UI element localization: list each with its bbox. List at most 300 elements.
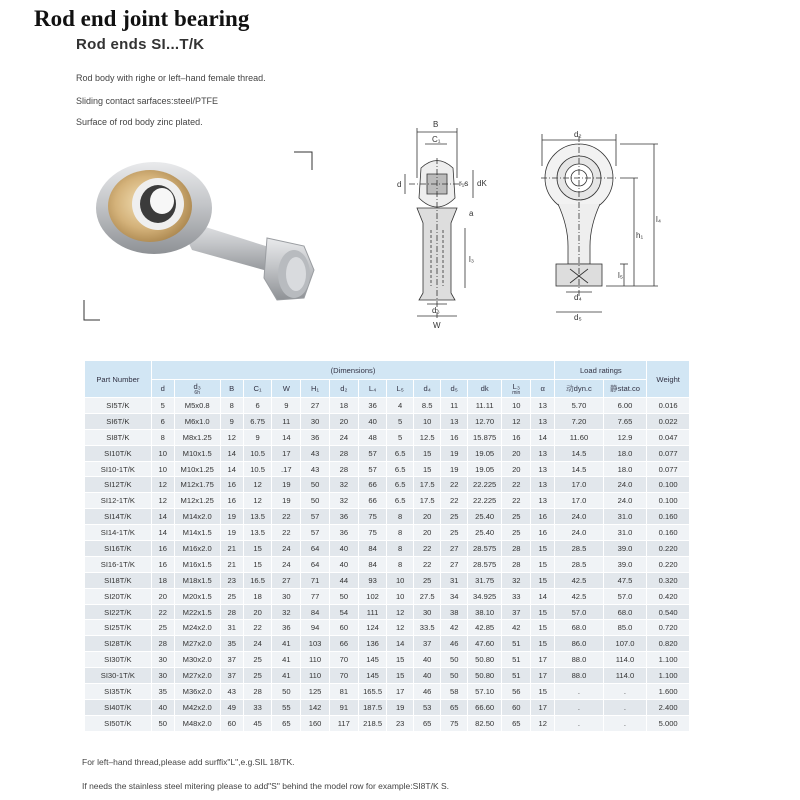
header-l3 [502, 380, 531, 398]
table-cell: 57.10 [467, 684, 502, 700]
table-cell: 66 [358, 493, 387, 509]
table-cell: 17 [272, 445, 301, 461]
table-cell: 25.40 [467, 509, 502, 525]
part-number-cell: SI28T/K [85, 636, 152, 652]
table-cell: 8 [387, 556, 413, 572]
table-cell: M36x2.0 [174, 684, 220, 700]
table-cell: 18.0 [603, 461, 647, 477]
front-view-diagram [536, 126, 666, 321]
table-cell: 75 [358, 509, 387, 525]
table-row [85, 413, 690, 429]
header-part-number: Part Number [85, 361, 152, 398]
table-cell: 31 [441, 572, 467, 588]
table-cell: 15 [531, 620, 555, 636]
header-alpha: α [531, 380, 555, 398]
table-cell: 107.0 [603, 636, 647, 652]
table-cell: M22x1.5 [174, 604, 220, 620]
table-cell: 8 [387, 509, 413, 525]
table-cell: 50.80 [467, 652, 502, 668]
table-cell: 15 [531, 541, 555, 557]
diagram-label-d5: d₅ [574, 313, 582, 321]
table-cell: 19 [220, 525, 243, 541]
table-cell: 11.11 [467, 398, 502, 414]
table-cell: 5 [387, 429, 413, 445]
table-row [85, 699, 690, 715]
table-cell: 50 [272, 684, 301, 700]
table-cell: 19 [441, 461, 467, 477]
table-cell: 39.0 [603, 541, 647, 557]
table-cell: 37 [220, 652, 243, 668]
table-cell: 110 [301, 668, 330, 684]
table-row [85, 445, 690, 461]
table-cell: 10.5 [243, 461, 272, 477]
table-cell: 84 [301, 604, 330, 620]
table-cell: 28 [329, 461, 358, 477]
table-cell: 22 [243, 620, 272, 636]
table-cell: 117 [329, 715, 358, 731]
table-cell: 12 [220, 429, 243, 445]
table-cell: 20 [413, 509, 441, 525]
table-cell: 12.70 [467, 413, 502, 429]
table-cell: 57 [358, 445, 387, 461]
table-cell: 15 [531, 604, 555, 620]
table-cell: 25 [243, 652, 272, 668]
table-cell: 10 [502, 398, 531, 414]
header-d2: d₂ [329, 380, 358, 398]
table-row [85, 429, 690, 445]
table-cell: 14 [387, 636, 413, 652]
table-cell: 0.220 [647, 541, 690, 557]
table-cell: 12 [531, 715, 555, 731]
table-cell: 30 [272, 588, 301, 604]
table-cell: 75 [441, 715, 467, 731]
table-cell: 20 [151, 588, 174, 604]
table-cell: 0.420 [647, 588, 690, 604]
table-cell: 50 [301, 493, 330, 509]
table-cell: 9 [220, 413, 243, 429]
table-cell: . [555, 699, 603, 715]
table-cell: 14 [272, 429, 301, 445]
table-cell: 0.077 [647, 445, 690, 461]
table-cell: 19 [387, 699, 413, 715]
table-cell: 142 [301, 699, 330, 715]
table-cell: 42.5 [555, 588, 603, 604]
table-cell: 14 [531, 588, 555, 604]
header-dimensions: (Dimensions) [151, 361, 555, 380]
description-line: Rod body with righe or left–hand female thread. [76, 73, 266, 83]
table-cell: 22 [502, 493, 531, 509]
table-cell: 13 [531, 493, 555, 509]
table-cell: 145 [358, 652, 387, 668]
table-cell: 5.70 [555, 398, 603, 414]
header-d3-tolerance: 6h [194, 389, 200, 396]
table-cell: 28 [151, 636, 174, 652]
part-number-cell: SI22T/K [85, 604, 152, 620]
table-cell: 43 [301, 461, 330, 477]
table-row [85, 556, 690, 572]
table-cell: 21 [220, 556, 243, 572]
table-cell: M5x0.8 [174, 398, 220, 414]
table-cell: 48 [358, 429, 387, 445]
table-cell: 32 [272, 604, 301, 620]
part-number-cell: SI10-1T/K [85, 461, 152, 477]
table-cell: 28.575 [467, 541, 502, 557]
table-row [85, 525, 690, 541]
table-cell: 22.225 [467, 493, 502, 509]
table-cell: 88.0 [555, 668, 603, 684]
table-cell: 41 [272, 652, 301, 668]
table-row [85, 509, 690, 525]
table-row [85, 715, 690, 731]
part-number-cell: SI14-1T/K [85, 525, 152, 541]
table-cell: 32 [502, 572, 531, 588]
table-cell: 46 [441, 636, 467, 652]
table-cell: 38 [441, 604, 467, 620]
table-cell: 24 [243, 636, 272, 652]
table-cell: 60 [220, 715, 243, 731]
header-d3-label: d₃ [193, 381, 201, 391]
table-cell: 15 [531, 684, 555, 700]
table-cell: 10 [151, 445, 174, 461]
part-number-cell: SI16T/K [85, 541, 152, 557]
table-cell: 165.5 [358, 684, 387, 700]
table-cell: 25 [441, 525, 467, 541]
table-cell: 71 [301, 572, 330, 588]
table-cell: 55 [272, 699, 301, 715]
table-cell: 6.75 [243, 413, 272, 429]
table-cell: 20 [502, 445, 531, 461]
table-cell: . [555, 715, 603, 731]
table-cell: M24x2.0 [174, 620, 220, 636]
header-d3 [174, 380, 220, 398]
table-cell: 32 [329, 477, 358, 493]
table-cell: 7.65 [603, 413, 647, 429]
table-cell: 19 [272, 477, 301, 493]
table-cell: 64 [301, 541, 330, 557]
table-cell: 6.00 [603, 398, 647, 414]
table-cell: 10.5 [243, 445, 272, 461]
table-cell: 28 [329, 445, 358, 461]
table-cell: 45 [243, 715, 272, 731]
table-cell: 12 [151, 493, 174, 509]
table-cell: 81 [329, 684, 358, 700]
table-cell: 51 [502, 668, 531, 684]
table-cell: 103 [301, 636, 330, 652]
table-cell: M30x2.0 [174, 652, 220, 668]
table-row [85, 398, 690, 414]
table-cell: 114.0 [603, 652, 647, 668]
table-cell: 23 [220, 572, 243, 588]
table-cell: 66.60 [467, 699, 502, 715]
table-cell: 22 [441, 493, 467, 509]
header-l5: L₅ [387, 380, 413, 398]
table-cell: 84 [358, 541, 387, 557]
table-cell: 12.9 [603, 429, 647, 445]
table-cell: 17.0 [555, 493, 603, 509]
table-cell: 28.5 [555, 541, 603, 557]
table-cell: 23 [387, 715, 413, 731]
table-cell: 70 [329, 668, 358, 684]
table-cell: 136 [358, 636, 387, 652]
table-cell: 15 [387, 668, 413, 684]
table-cell: 1.100 [647, 652, 690, 668]
table-cell: 110 [301, 652, 330, 668]
table-cell: 68.0 [603, 604, 647, 620]
table-cell: 28 [243, 684, 272, 700]
table-cell: 25.40 [467, 525, 502, 541]
table-cell: 0.022 [647, 413, 690, 429]
part-number-cell: SI12T/K [85, 477, 152, 493]
table-cell: 34 [441, 588, 467, 604]
table-cell: 15 [413, 445, 441, 461]
diagram-label-dk: dK [477, 179, 487, 188]
table-cell: M14x2.0 [174, 509, 220, 525]
table-cell: 0.220 [647, 556, 690, 572]
table-cell: 124 [358, 620, 387, 636]
table-cell: 12 [387, 620, 413, 636]
table-cell: 33 [502, 588, 531, 604]
part-number-cell: SI6T/K [85, 413, 152, 429]
table-cell: 0.320 [647, 572, 690, 588]
table-cell: 36 [272, 620, 301, 636]
table-cell: . [555, 684, 603, 700]
table-cell: 14.5 [555, 445, 603, 461]
diagram-label-l4: l₄ [656, 215, 662, 224]
table-cell: 24.0 [555, 509, 603, 525]
table-cell: 32 [329, 493, 358, 509]
table-cell: 14 [220, 445, 243, 461]
table-cell: 16.5 [243, 572, 272, 588]
table-cell: 7.20 [555, 413, 603, 429]
table-cell: 57 [301, 525, 330, 541]
table-cell: 58 [441, 684, 467, 700]
table-cell: 14 [220, 461, 243, 477]
table-cell: 85.0 [603, 620, 647, 636]
table-cell: 22 [441, 477, 467, 493]
table-cell: 0.820 [647, 636, 690, 652]
table-cell: 70 [329, 652, 358, 668]
footnote: For left–hand thread,please add surffix"L",e.g.SIL 18/TK. [82, 757, 295, 767]
table-cell: 35 [220, 636, 243, 652]
table-cell: 28 [502, 556, 531, 572]
part-number-cell: SI18T/K [85, 572, 152, 588]
table-row [85, 461, 690, 477]
table-cell: 10 [387, 588, 413, 604]
table-cell: 46 [413, 684, 441, 700]
part-number-cell: SI5T/K [85, 398, 152, 414]
table-cell: 0.047 [647, 429, 690, 445]
table-cell: 218.5 [358, 715, 387, 731]
table-cell: 51 [502, 652, 531, 668]
table-cell: 187.5 [358, 699, 387, 715]
table-cell: 0.540 [647, 604, 690, 620]
header-l3-min: min [512, 389, 521, 396]
table-cell: 145 [358, 668, 387, 684]
table-cell: M42x2.0 [174, 699, 220, 715]
table-cell: 25 [441, 509, 467, 525]
table-cell: 38.10 [467, 604, 502, 620]
header-l3-label: L₃ [512, 381, 520, 391]
diagram-label-d2: d₂ [574, 130, 582, 139]
table-cell: 25 [502, 525, 531, 541]
table-cell: 18.0 [603, 445, 647, 461]
table-cell: 51 [502, 636, 531, 652]
table-row [85, 572, 690, 588]
table-cell: 57 [358, 461, 387, 477]
table-cell: 15 [243, 556, 272, 572]
table-cell: M20x1.5 [174, 588, 220, 604]
table-cell: 65 [272, 715, 301, 731]
header-stat: 静stat.co [603, 380, 647, 398]
table-cell: 2.400 [647, 699, 690, 715]
diagram-label-d3: d₃ [432, 306, 440, 315]
table-cell: 30 [151, 652, 174, 668]
table-cell: 54 [329, 604, 358, 620]
table-cell: M16x2.0 [174, 541, 220, 557]
table-cell: 13 [531, 461, 555, 477]
table-cell: 27 [441, 541, 467, 557]
table-cell: 5 [151, 398, 174, 414]
diagram-label-l5: l₅ [618, 271, 623, 280]
table-cell: 21 [220, 541, 243, 557]
part-number-cell: SI30T/K [85, 652, 152, 668]
table-cell: 65 [413, 715, 441, 731]
table-cell: 27.5 [413, 588, 441, 604]
table-cell: 94 [301, 620, 330, 636]
table-cell: M18x1.5 [174, 572, 220, 588]
part-number-cell: SI16-1T/K [85, 556, 152, 572]
spec-table [84, 360, 690, 732]
table-cell: 40 [358, 413, 387, 429]
table-cell: M10x1.25 [174, 461, 220, 477]
table-cell: 24 [272, 541, 301, 557]
table-cell: . [603, 699, 647, 715]
table-cell: 41 [272, 636, 301, 652]
table-cell: 20 [413, 525, 441, 541]
table-cell: 20 [502, 461, 531, 477]
table-cell: 16 [151, 556, 174, 572]
table-row [85, 604, 690, 620]
table-cell: . [603, 715, 647, 731]
table-cell: 28 [502, 541, 531, 557]
table-cell: 82.50 [467, 715, 502, 731]
part-number-cell: SI40T/K [85, 699, 152, 715]
table-cell: 68.0 [555, 620, 603, 636]
table-cell: 0.720 [647, 620, 690, 636]
table-cell: 36 [358, 398, 387, 414]
table-cell: 6 [151, 413, 174, 429]
table-cell: 19 [272, 493, 301, 509]
table-cell: 35 [151, 684, 174, 700]
table-cell: 34.925 [467, 588, 502, 604]
table-cell: 24.0 [603, 493, 647, 509]
table-cell: 22 [413, 541, 441, 557]
table-cell: 17 [387, 684, 413, 700]
table-cell: 17.5 [413, 477, 441, 493]
table-cell: 19.05 [467, 461, 502, 477]
table-cell: 27 [301, 398, 330, 414]
table-cell: 14 [151, 509, 174, 525]
diagram-label-h1: h₁ [636, 231, 644, 240]
side-section-diagram [395, 118, 500, 338]
diagram-label-w: W [433, 321, 441, 330]
table-cell: 19 [441, 445, 467, 461]
table-cell: 22.225 [467, 477, 502, 493]
table-cell: M16x1.5 [174, 556, 220, 572]
table-cell: M14x1.5 [174, 525, 220, 541]
table-cell: 28.5 [555, 556, 603, 572]
table-cell: M12x1.25 [174, 493, 220, 509]
table-cell: 13 [531, 398, 555, 414]
table-cell: 27 [441, 556, 467, 572]
diagram-label-d4: d₄ [574, 293, 582, 302]
table-cell: 66 [358, 477, 387, 493]
table-cell: 86.0 [555, 636, 603, 652]
table-cell: 43 [301, 445, 330, 461]
table-cell: 40 [151, 699, 174, 715]
part-number-cell: SI35T/K [85, 684, 152, 700]
table-cell: 10 [387, 572, 413, 588]
table-cell: 16 [441, 429, 467, 445]
table-cell: 22 [413, 556, 441, 572]
table-cell: M27x2.0 [174, 636, 220, 652]
part-number-cell: SI50T/K [85, 715, 152, 731]
table-cell: 10 [413, 413, 441, 429]
table-cell: 13 [531, 477, 555, 493]
table-cell: M8x1.25 [174, 429, 220, 445]
table-cell: M27x2.0 [174, 668, 220, 684]
table-cell: . [603, 684, 647, 700]
table-cell: 50 [151, 715, 174, 731]
table-cell: 15 [413, 461, 441, 477]
table-cell: 91 [329, 699, 358, 715]
table-cell: 17 [531, 668, 555, 684]
table-cell: 64 [301, 556, 330, 572]
table-cell: 13.5 [243, 509, 272, 525]
table-cell: 20 [329, 413, 358, 429]
table-cell: M10x1.5 [174, 445, 220, 461]
table-cell: 50 [329, 588, 358, 604]
table-cell: 22 [502, 477, 531, 493]
page-subtitle: Rod ends SI...T/K [76, 36, 205, 53]
table-cell: 36 [301, 429, 330, 445]
table-cell: 17.5 [413, 493, 441, 509]
table-cell: 65 [441, 699, 467, 715]
table-cell: 50 [301, 477, 330, 493]
table-cell: 33.5 [413, 620, 441, 636]
table-cell: 4 [387, 398, 413, 414]
table-cell: 15 [387, 652, 413, 668]
table-cell: 49 [220, 699, 243, 715]
table-cell: 31.0 [603, 509, 647, 525]
table-cell: 75 [358, 525, 387, 541]
description-line: Surface of rod body zinc plated. [76, 117, 203, 127]
header-d5: d₅ [441, 380, 467, 398]
table-cell: 11.60 [555, 429, 603, 445]
table-cell: 1.100 [647, 668, 690, 684]
part-number-cell: SI25T/K [85, 620, 152, 636]
table-cell: 0.016 [647, 398, 690, 414]
table-cell: 19 [220, 509, 243, 525]
table-cell: 8 [387, 525, 413, 541]
table-cell: 16 [502, 429, 531, 445]
table-cell: 8 [387, 541, 413, 557]
table-cell: 77 [301, 588, 330, 604]
table-cell: 42 [441, 620, 467, 636]
table-cell: 16 [220, 493, 243, 509]
diagram-label-d: d [397, 180, 402, 189]
table-cell: 40 [329, 556, 358, 572]
